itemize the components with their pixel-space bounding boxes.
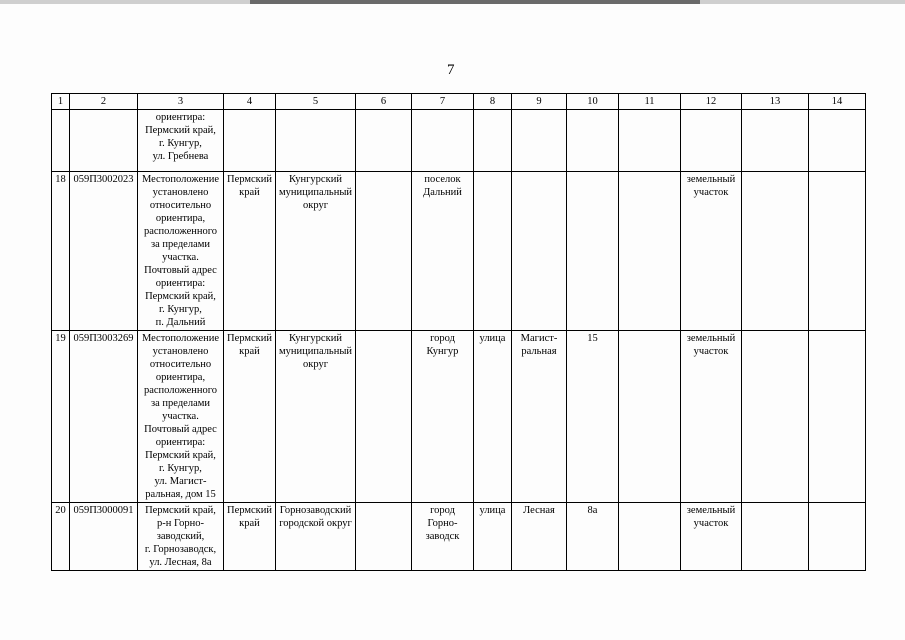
cell-text-line: Пермский [227,174,272,185]
table-cell-col-3 [138,110,224,172]
cell-text-line: Кунгурский [289,333,342,344]
table-cell-col-11 [619,172,681,331]
cell-text-line: г. Кунгур, [159,463,202,474]
table-cell-col-4 [224,172,276,331]
table-row [52,503,866,571]
cell-text-line: Местоположение [141,333,220,344]
table-row [52,110,866,172]
table-cell-col-3 [138,331,224,503]
table-cell-col-2 [70,503,138,571]
cell-text-line: Пермский край, [145,505,216,516]
table-cell-col-13 [742,172,809,331]
cell-text-line: Кунгурский [289,174,342,185]
cell-text-line: 059П3000091 [73,505,134,516]
table-cell-col-13 [742,503,809,571]
cell-text-line: ориентира: [155,278,206,289]
cell-text-line: 8а [587,505,598,516]
table-cell-col-4 [224,331,276,503]
cell-text-line: Дальний [423,187,462,198]
cell-text-line: ул. Гребнева [152,151,209,162]
table-cell-col-14 [809,172,866,331]
cell-text-line: Почтовый адрес [144,265,217,276]
cell-text-line: Кунгур [426,346,459,357]
cell-text-line: Магист- [520,333,558,344]
table-cell-col-1 [52,503,70,571]
table-cell-col-3 [138,503,224,571]
cell-text-line: земельный [686,333,736,344]
table-cell-col-2 [70,331,138,503]
table-cell-col-2 [70,172,138,331]
cell-text-line: относительно [149,359,212,370]
table-cell-col-9 [512,503,567,571]
table-body [52,110,866,571]
table-cell-col-14 [809,503,866,571]
table-cell-col-7 [412,110,474,172]
cell-text-line: расположенного [143,385,218,396]
cell-text-line: улица [479,505,506,516]
cell-text-line: установлено [152,187,209,198]
column-header-13: 13 [742,94,809,110]
cell-text-line: 19 [55,333,66,344]
table-cell-col-5 [276,331,356,503]
cell-text-line: край [239,346,260,357]
cell-text-line: город [430,333,455,344]
table-cell-col-12 [681,331,742,503]
cell-text-line: ориентира, [155,372,206,383]
column-header-9: 9 [512,94,567,110]
cell-text-line: округ [302,200,329,211]
cell-text-line: установлено [152,346,209,357]
cell-text-line: Пермский [227,505,272,516]
table-cell-col-12 [681,172,742,331]
cell-text-line: 18 [55,174,66,185]
cell-text-line: муниципальный [278,187,353,198]
cell-text-line: ориентира: [155,112,206,123]
table-cell-col-10 [567,110,619,172]
table-cell-col-2 [70,110,138,172]
table-cell-col-11 [619,503,681,571]
table-cell-col-9 [512,172,567,331]
cell-text-line: городской округ [279,518,352,529]
cell-text-line: земельный [686,174,736,185]
table-cell-col-6 [356,172,412,331]
table-cell-col-8 [474,110,512,172]
table-cell-col-6 [356,503,412,571]
cell-text-line: 059П3003269 [73,333,134,344]
table-cell-col-11 [619,331,681,503]
cell-text-line: заводский, [156,531,205,542]
cell-text-line: край [239,187,260,198]
cell-text-line: Пермский край, [145,291,216,302]
cell-text-line: поселок [424,174,461,185]
cell-text-line: участка. [162,411,199,422]
cell-text-line: 15 [587,333,598,344]
table-cell-col-8 [474,331,512,503]
cell-text-line: Лесная [523,505,555,516]
table-cell-col-7 [412,331,474,503]
table-cell-col-4 [224,503,276,571]
column-header-3: 3 [138,94,224,110]
cell-text-line: участка. [162,252,199,263]
table-cell-col-7 [412,503,474,571]
cell-text-line: земельный [686,505,736,516]
cell-text-line: заводск [425,531,460,542]
table-cell-col-1 [52,331,70,503]
cell-text-line: ул. Лесная, 8а [149,557,212,568]
cell-text-line: ориентира, [155,213,206,224]
cell-text-line: ральная, дом 15 [145,489,216,500]
table-row [52,172,866,331]
table-cell-col-8 [474,503,512,571]
column-header-1: 1 [52,94,70,110]
registry-table-wrapper [51,93,866,571]
column-header-2: 2 [70,94,138,110]
cell-text-line: округ [302,359,329,370]
cell-text-line: Пермский [227,333,272,344]
cell-text-line: ориентира: [155,437,206,448]
table-cell-col-13 [742,331,809,503]
table-cell-col-9 [512,331,567,503]
cell-text-line: 059П3002023 [73,174,134,185]
column-header-11: 11 [619,94,681,110]
table-cell-col-5 [276,110,356,172]
table-cell-col-10 [567,172,619,331]
table-cell-col-6 [356,110,412,172]
cell-text-line: край [239,518,260,529]
table-cell-col-14 [809,110,866,172]
cell-text-line: относительно [149,200,212,211]
column-header-4: 4 [224,94,276,110]
table-row [52,331,866,503]
column-header-7: 7 [412,94,474,110]
cell-text-line: за пределами [151,239,210,250]
table-cell-col-1 [52,172,70,331]
table-cell-col-13 [742,110,809,172]
cell-text-line: г. Кунгур, [159,138,202,149]
cell-text-line: Местоположение [141,174,220,185]
cell-text-line: ул. Магист- [154,476,207,487]
cell-text-line: г. Горнозаводск, [144,544,217,555]
cell-text-line: за пределами [151,398,210,409]
table-cell-col-5 [276,172,356,331]
column-header-12: 12 [681,94,742,110]
scan-top-edge [0,0,905,4]
table-cell-col-10 [567,503,619,571]
cell-text-line: муниципальный [278,346,353,357]
column-header-14: 14 [809,94,866,110]
table-cell-col-8 [474,172,512,331]
column-header-8: 8 [474,94,512,110]
table-cell-col-7 [412,172,474,331]
cell-text-line: город [430,505,455,516]
table-cell-col-14 [809,331,866,503]
column-header-10: 10 [567,94,619,110]
table-cell-col-5 [276,503,356,571]
table-cell-col-6 [356,331,412,503]
cell-text-line: Горнозаводский [279,505,352,516]
table-cell-col-12 [681,110,742,172]
table-cell-col-4 [224,110,276,172]
cell-text-line: участок [693,518,729,529]
cell-text-line: участок [693,346,729,357]
cell-text-line: ральная [521,346,557,357]
cell-text-line: 20 [55,505,66,516]
table-cell-col-10 [567,331,619,503]
column-header-6: 6 [356,94,412,110]
cell-text-line: Пермский край, [145,125,216,136]
registry-table [51,93,866,571]
cell-text-line: Пермский край, [145,450,216,461]
table-header-row [52,94,866,110]
cell-text-line: участок [693,187,729,198]
column-header-5: 5 [276,94,356,110]
table-cell-col-9 [512,110,567,172]
table-cell-col-11 [619,110,681,172]
cell-text-line: р-н Горно- [156,518,204,529]
table-cell-col-3 [138,172,224,331]
cell-text-line: Горно- [427,518,458,529]
cell-text-line: улица [479,333,506,344]
cell-text-line: п. Дальний [155,317,206,328]
cell-text-line: г. Кунгур, [159,304,202,315]
page-number: 7 [447,62,455,78]
cell-text-line: Почтовый адрес [144,424,217,435]
cell-text-line: расположенного [143,226,218,237]
table-cell-col-12 [681,503,742,571]
table-cell-col-1 [52,110,70,172]
